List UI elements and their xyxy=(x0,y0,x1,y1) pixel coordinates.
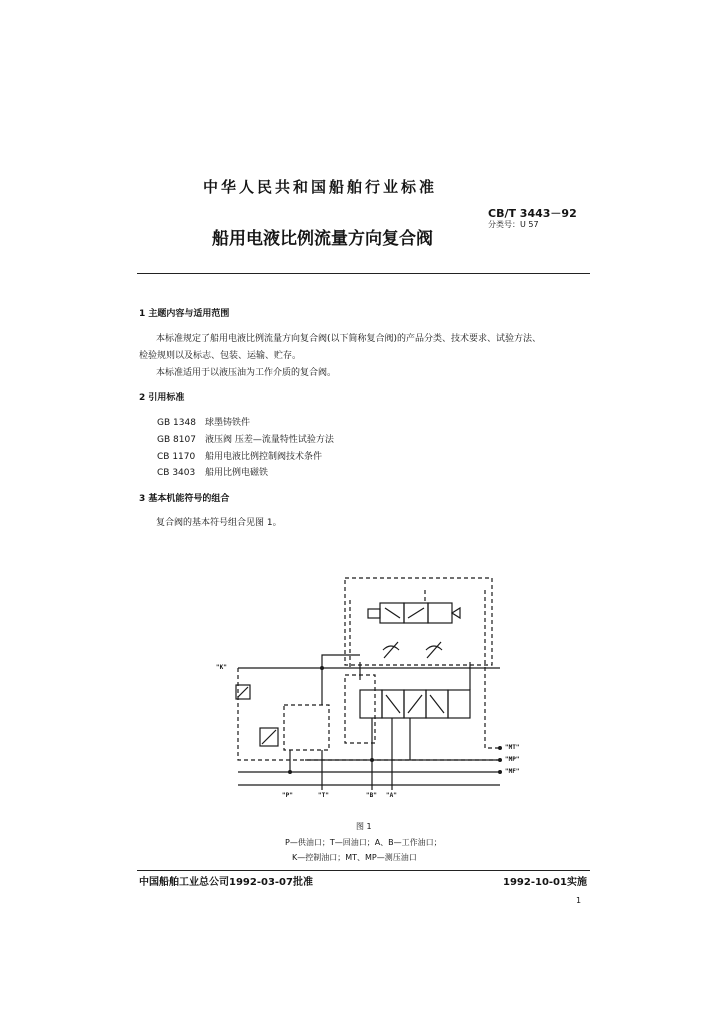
footer-rule xyxy=(137,870,590,871)
port-label-mp: "MP" xyxy=(505,756,520,763)
figure-legend-1: P—供油口；T—回油口；A、B—工作油口； xyxy=(285,838,442,847)
standard-code: CB/T 3443－92 xyxy=(488,207,577,220)
reference-title: 船用电液比例控制阀技术条件 xyxy=(205,452,323,462)
reference-code: CB 3403 xyxy=(157,468,196,478)
reference-code: CB 1170 xyxy=(157,452,196,462)
valve-box xyxy=(428,603,452,623)
port-label-t: "T" xyxy=(318,792,329,799)
reference-title: 船用比例电磁铁 xyxy=(205,468,269,478)
page-number: 1 xyxy=(576,896,582,905)
valve-box xyxy=(448,690,470,718)
doc-title: 船用电液比例流量方向复合阀 xyxy=(212,229,433,249)
section-3-heading: 3 基本机能符号的组合 xyxy=(139,494,230,504)
valve-box xyxy=(360,690,382,718)
port-label-mt: "MT" xyxy=(505,744,520,751)
section-1-heading: 1 主题内容与适用范围 xyxy=(139,309,230,319)
section-2-heading: 2 引用标准 xyxy=(139,393,185,403)
reference-code: GB 8107 xyxy=(157,435,196,445)
port-label-a: "A" xyxy=(386,792,397,799)
figure-legend-2: K—控制油口；MT、MP—测压油口 xyxy=(292,853,417,862)
org-title: 中华人民共和国船舶行业标准 xyxy=(203,178,438,196)
port-label-mf: "MF" xyxy=(505,768,520,775)
section-1-para-2: 检验规则以及标志、包装、运输、贮存。 xyxy=(139,351,302,361)
reference-code: GB 1348 xyxy=(157,418,196,428)
figure-caption: 图 1 xyxy=(356,822,372,831)
reference-title: 液压阀 压差—流量特性试验方法 xyxy=(205,435,334,445)
approval-info: 中国船舶工业总公司1992-03-07批准 xyxy=(139,877,313,888)
port-label-b: "B" xyxy=(366,792,377,799)
port-label-k: "K" xyxy=(216,664,227,671)
pilot-outline xyxy=(238,578,500,760)
section-1-para-3: 本标准适用于以液压油为工作介质的复合阀。 xyxy=(156,368,337,378)
section-3-para-1: 复合阀的基本符号组合见图 1。 xyxy=(156,518,282,528)
port-label-p: "P" xyxy=(282,792,293,799)
implementation-date: 1992-10-01实施 xyxy=(503,877,587,888)
classification-number: 分类号：U 57 xyxy=(488,220,539,229)
solenoid-icon xyxy=(368,609,380,618)
reference-title: 球墨铸铁件 xyxy=(205,418,251,428)
section-1-para-1: 本标准规定了船用电液比例流量方向复合阀(以下简称复合阀)的产品分类、技术要求、试验方法、 xyxy=(156,334,542,344)
spring-icon xyxy=(452,608,460,618)
